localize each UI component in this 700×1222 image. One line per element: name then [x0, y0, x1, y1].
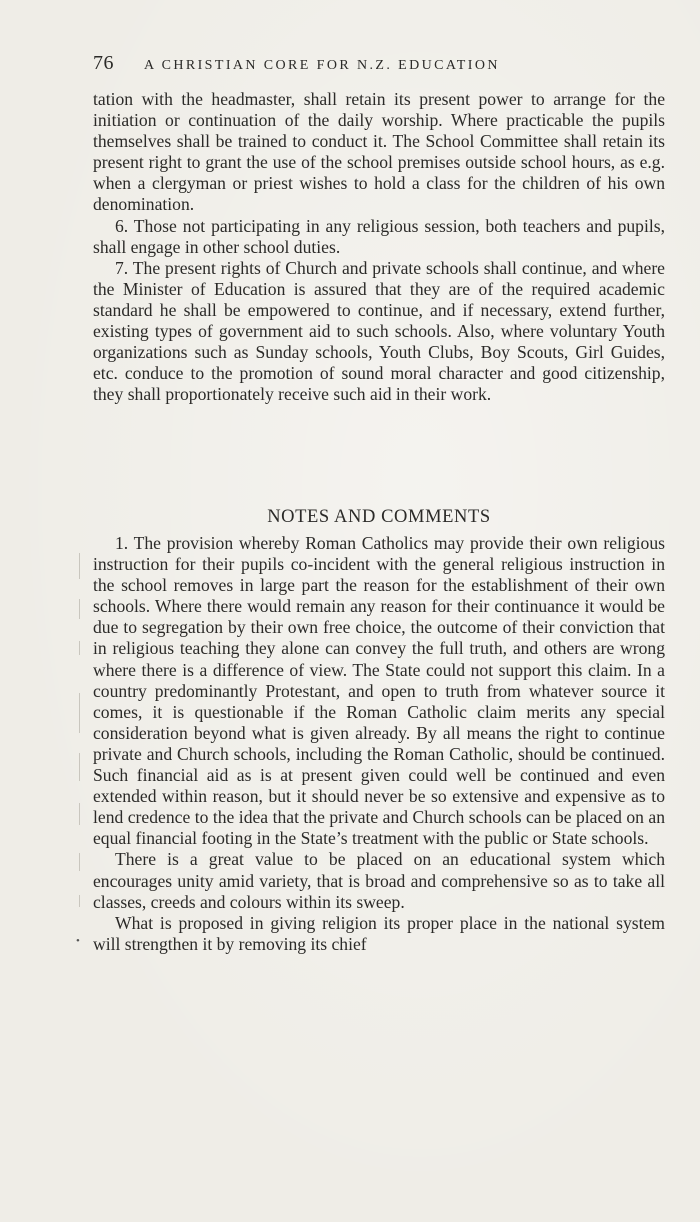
paragraph-item-7: 7. The present rights of Church and private schools shall continue, and where the Minister of Education is assured that they are of the required academic standard he shall be empowered to continue, and if necessary, extend further, existing types of government aid to such schools. Also, where voluntary Youth organizations such as Sunday schools, Youth Clubs, Boy Scouts, Girl Guides, etc. conduce to the promotion of sound moral character and good citizenship, they shall proportionately receive such aid in their work.	[93, 257, 665, 405]
notes-text-block	[93, 533, 665, 955]
paragraph-item-6: 6. Those not participating in any religious session, both teachers and pupils, shall engage in other school duties.	[93, 215, 665, 257]
margin-marks: •	[74, 553, 86, 948]
notes-paragraph-1: 1. The provision whereby Roman Catholics may provide their own religious instruction for their pupils co-incident with the general religious instruction in the school removes in large part the reason for the establishment of their own schools. Where there would remain any reason for their continuance it would be due to segregation by their own free choice, the outcome of their conviction that in religious teaching they alone can convey the full truth, and others are wrong where there is a difference of view. The State could not support this claim. In a country predominantly Protestant, and open to truth from whatever source it comes, it is questionable if the Roman Catholic claim merits any special consideration beyond what is given already. By all means the right to continue private and Church schools, including the Roman Catholic, should be continued. Such financial aid as is at present given could well be continued and even extended within reason, but it should never be so extensive and expensive as to lend credence to the idea that the private and Church schools can be placed on an equal financial footing in the State’s treatment with the public or State schools.	[93, 533, 665, 849]
notes-paragraph-3: What is proposed in giving religion its proper place in the national system will strengthen it by removing its chief	[93, 912, 665, 954]
section-title: NOTES AND COMMENTS	[267, 507, 491, 527]
running-head: A CHRISTIAN CORE FOR N.Z. EDUCATION	[144, 58, 500, 73]
top-text-block	[93, 89, 665, 405]
notes-paragraph-2: There is a great value to be placed on an educational system which encourages unity amid variety, that is broad and comprehensive so as to take all classes, creeds and colours within its sweep.	[93, 849, 665, 912]
page-number: 76	[93, 52, 114, 74]
paragraph-continued: tation with the headmaster, shall retain its present power to arrange for the initiation or continuation of the daily worship. Where practicable the pupils themselves shall be trained to conduct it. The School Committee shall retain its present right to grant the use of the school premises outside school hours, as e.g. when a clergyman or priest wishes to hold a class for the children of his own denomination.	[93, 89, 665, 215]
page-header	[93, 52, 673, 80]
